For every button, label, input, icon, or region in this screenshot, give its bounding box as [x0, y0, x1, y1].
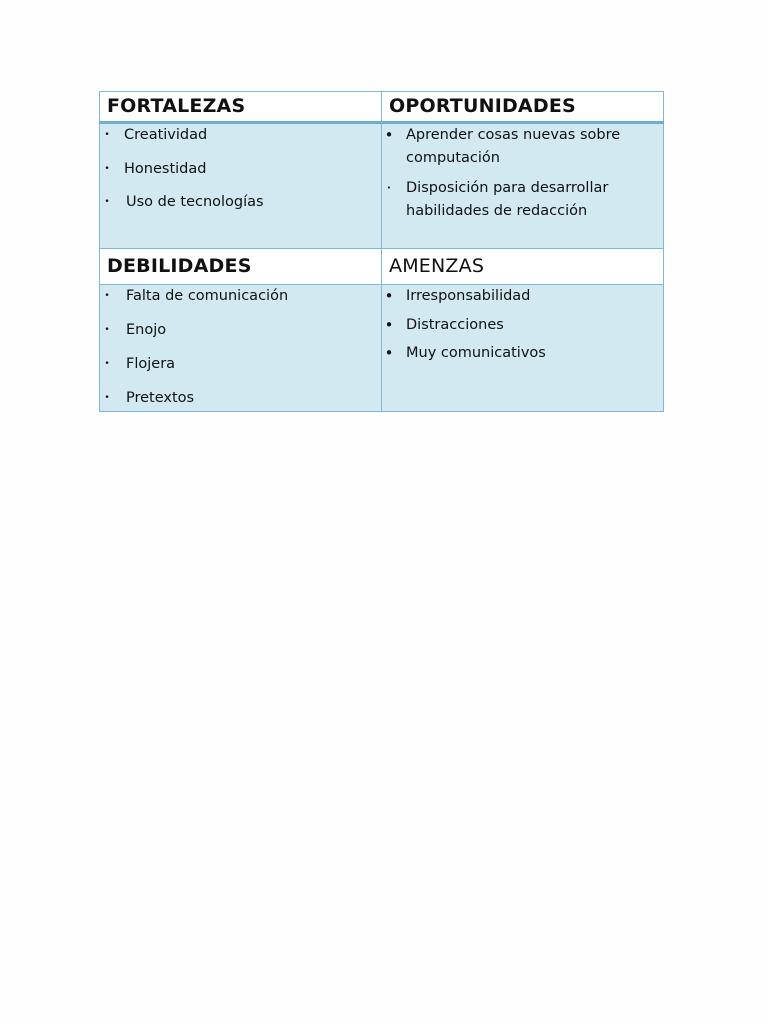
bullet-icon: •	[104, 325, 110, 335]
list-item-text: Distracciones	[406, 316, 504, 333]
bullet-icon: •	[104, 163, 110, 174]
fortalezas-list	[100, 124, 381, 214]
list-item	[382, 177, 663, 223]
debilidades-header-cell	[100, 249, 382, 285]
list-item	[100, 191, 381, 214]
fortalezas-header-cell	[100, 92, 382, 123]
list-item	[100, 387, 381, 410]
debilidades-title: DEBILIDADES	[107, 255, 252, 277]
foda-table	[99, 91, 664, 412]
debilidades-list	[100, 285, 381, 410]
fortalezas-title: FORTALEZAS	[107, 95, 246, 117]
bullet-icon: •	[104, 393, 110, 403]
list-item	[382, 314, 663, 337]
bullet-icon: •	[384, 315, 394, 334]
list-item	[100, 319, 381, 342]
debilidades-cell	[100, 285, 382, 412]
list-item-text: Uso de tecnologías	[126, 194, 264, 210]
bullet-icon: •	[104, 130, 110, 140]
list-item-text: Irresponsabilidad	[406, 288, 531, 304]
list-item-text: Enojo	[126, 322, 167, 338]
amenazas-list	[382, 285, 663, 365]
oportunidades-list	[382, 124, 663, 223]
amenazas-title: AMENZAS	[389, 255, 485, 277]
bullet-icon: •	[384, 287, 394, 305]
list-item	[382, 342, 663, 365]
list-item	[100, 124, 381, 147]
list-item-text: Flojera	[126, 356, 176, 372]
oportunidades-cell	[382, 123, 664, 249]
bullet-icon: •	[104, 291, 110, 301]
list-item	[100, 353, 381, 376]
fortalezas-cell	[100, 123, 382, 249]
list-item	[382, 124, 663, 170]
amenazas-cell	[382, 285, 664, 412]
list-item	[100, 285, 381, 308]
oportunidades-header-cell	[382, 92, 664, 123]
list-item-text: Disposición para desarrollar habilidades de redacción	[406, 180, 609, 219]
bullet-icon: •	[384, 344, 394, 362]
bullet-icon: •	[104, 359, 110, 369]
bullet-icon: •	[386, 184, 392, 192]
list-item	[100, 158, 381, 181]
list-item-text: Creatividad	[124, 127, 208, 143]
list-item-text: Aprender cosas nuevas sobre computación	[406, 127, 621, 166]
list-item-text: Muy comunicativos	[406, 345, 546, 361]
list-item	[382, 285, 663, 308]
bullet-icon: •	[104, 197, 110, 207]
list-item-text: Honestidad	[124, 160, 207, 177]
list-item-text: Pretextos	[126, 390, 195, 406]
amenazas-header-cell	[382, 249, 664, 285]
oportunidades-title: OPORTUNIDADES	[389, 95, 576, 117]
bullet-icon: •	[384, 126, 394, 144]
list-item-text: Falta de comunicación	[126, 288, 289, 304]
